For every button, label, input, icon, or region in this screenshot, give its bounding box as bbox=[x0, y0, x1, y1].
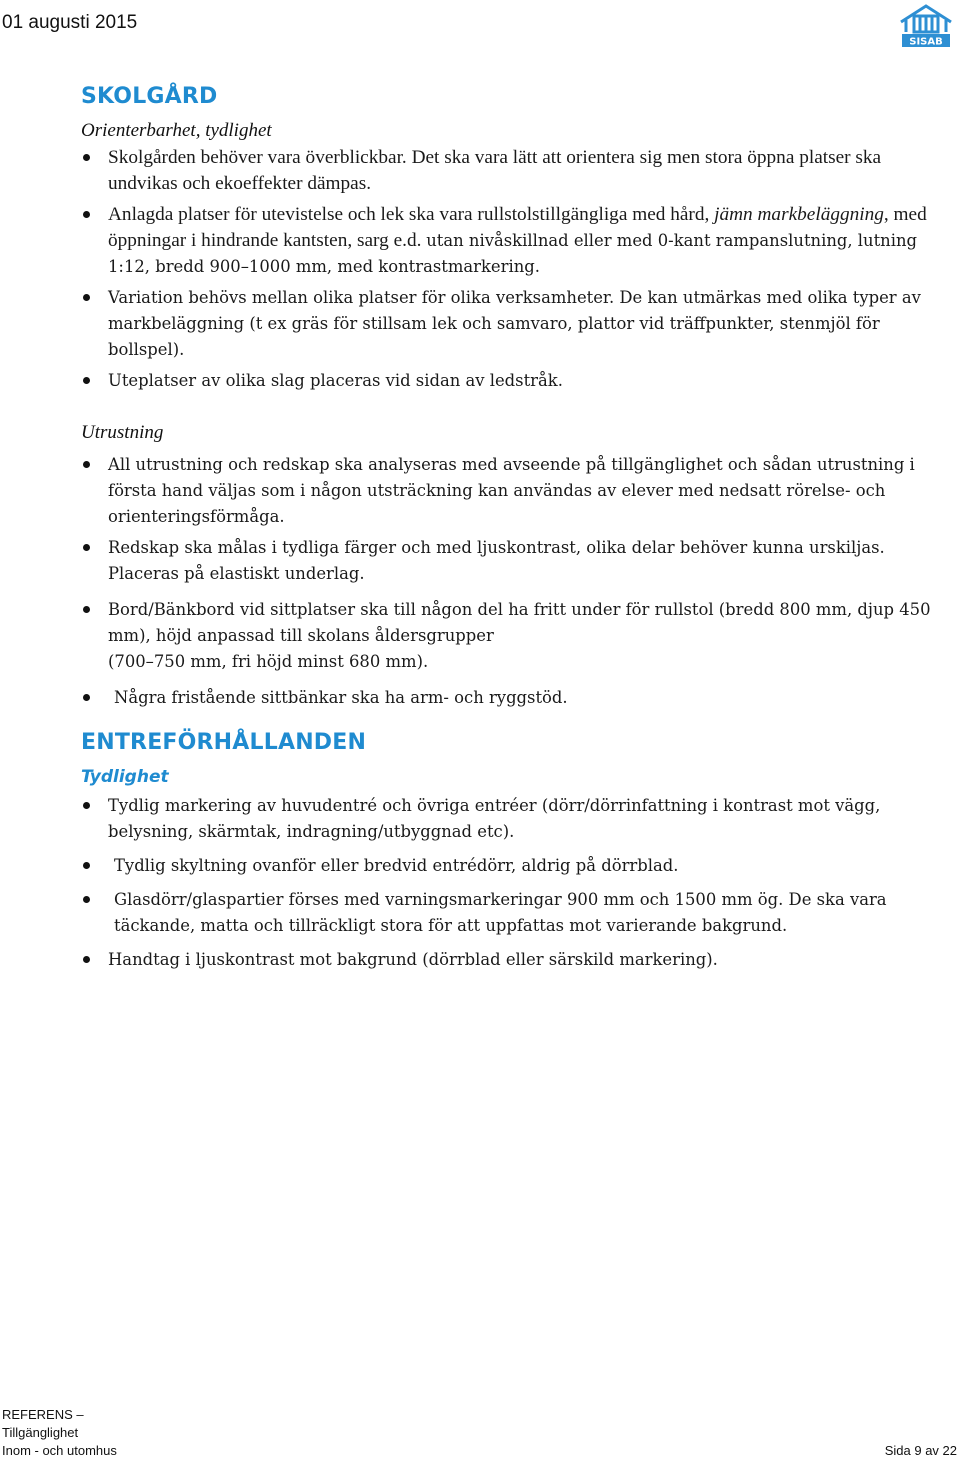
list-item: Skolgården behöver vara överblickbar. Det ska vara lätt att orientera sig men stora öppna platser ska undvikas och ekoeffekter dämpas. bbox=[80, 145, 960, 197]
bullet-icon bbox=[83, 294, 90, 301]
bullet-icon bbox=[83, 862, 90, 869]
page-footer bbox=[2, 1406, 957, 1460]
list-item: Handtag i ljuskontrast mot bakgrund (dörrblad eller särskild markering). bbox=[80, 947, 960, 973]
footer-topic: Tillgänglighet bbox=[2, 1425, 79, 1440]
bullet-icon bbox=[83, 211, 90, 218]
bullet-icon bbox=[83, 461, 90, 468]
footer-scope: Inom - och utomhus bbox=[2, 1443, 117, 1458]
list-item: Uteplatser av olika slag placeras vid sidan av ledstråk. bbox=[80, 368, 960, 394]
header-date: 01 augusti 2015 bbox=[2, 12, 138, 33]
section-title-entreforhallanden: ENTREFÖRHÅLLANDEN bbox=[81, 730, 367, 755]
bullet-icon bbox=[83, 956, 90, 963]
entre-list bbox=[80, 793, 960, 973]
bullet-icon bbox=[83, 896, 90, 903]
bullet-icon bbox=[83, 154, 90, 161]
list-item: Tydlig markering av huvudentré och övriga entréer (dörr/dörrinfattning i kontrast mot vägg, belysning, skärmtak, indragning/utbyggnad etc). bbox=[80, 793, 960, 845]
footer-reference: REFERENS – bbox=[2, 1407, 84, 1422]
bullet-icon bbox=[83, 802, 90, 809]
skolgard-list bbox=[80, 145, 960, 394]
list-item: Tydlig skyltning ovanför eller bredvid entrédörr, aldrig på dörrblad. bbox=[80, 853, 960, 879]
bullet-icon bbox=[83, 544, 90, 551]
subheading-utrustning: Utrustning bbox=[81, 422, 164, 443]
subheading-tydlighet: Tydlighet bbox=[81, 767, 169, 787]
bullet-icon bbox=[83, 606, 90, 613]
page-number: Sida 9 av 22 bbox=[884, 1443, 957, 1458]
list-item: Redskap ska målas i tydliga färger och med ljuskontrast, olika delar behöver kunna urskiljas. Placeras på elastiskt underlag. bbox=[80, 535, 960, 587]
list-item: Variation behövs mellan olika platser för olika verksamheter. De kan utmärkas med olika typer av markbeläggning (t ex gräs för stillsam lek och samvaro, plattor vid träffpunkter, stenmjöl för bollspel). bbox=[80, 285, 960, 363]
list-item: Några fristående sittbänkar ska ha arm- och ryggstöd. bbox=[80, 685, 960, 711]
list-item: All utrustning och redskap ska analyseras med avseende på tillgänglighet och sådan utrustning i första hand väljas som i någon utsträckning kan användas av elever med nedsatt rörelse- och orienteringsförmåga. bbox=[80, 452, 960, 530]
utrustning-list bbox=[80, 452, 960, 711]
list-item: Glasdörr/glaspartier förses med varningsmarkeringar 900 mm och 1500 mm ög. De ska vara täckande, matta och tillräckligt stora för att uppfattas mot varierande bakgrund. bbox=[80, 887, 960, 939]
section-title-skolgard: SKOLGÅRD bbox=[81, 84, 218, 109]
sisab-logo bbox=[895, 2, 957, 48]
logo-text: SISAB bbox=[909, 36, 943, 48]
list-item: Bord/Bänkbord vid sittplatser ska till någon del ha fritt under för rullstol (bredd 800 mm, djup 450 mm), höjd anpassad till skolans åldersgrupper (700–750 mm, fri höjd minst 680 mm). bbox=[80, 597, 960, 675]
list-item: Anlagda platser för utevistelse och lek ska vara rullstolstillgängliga med hård, jämn markbeläggning, med öppningar i hindrande kantsten, sarg e.d. utan nivåskillnad eller med 0-kant rampanslutning, lutning 1:12, bredd 900–1000 mm, med kontrastmarkering. bbox=[80, 202, 960, 280]
subheading-orienterbarhet: Orienterbarhet, tydlighet bbox=[81, 120, 272, 141]
bullet-icon bbox=[83, 694, 90, 701]
bullet-icon bbox=[83, 377, 90, 384]
